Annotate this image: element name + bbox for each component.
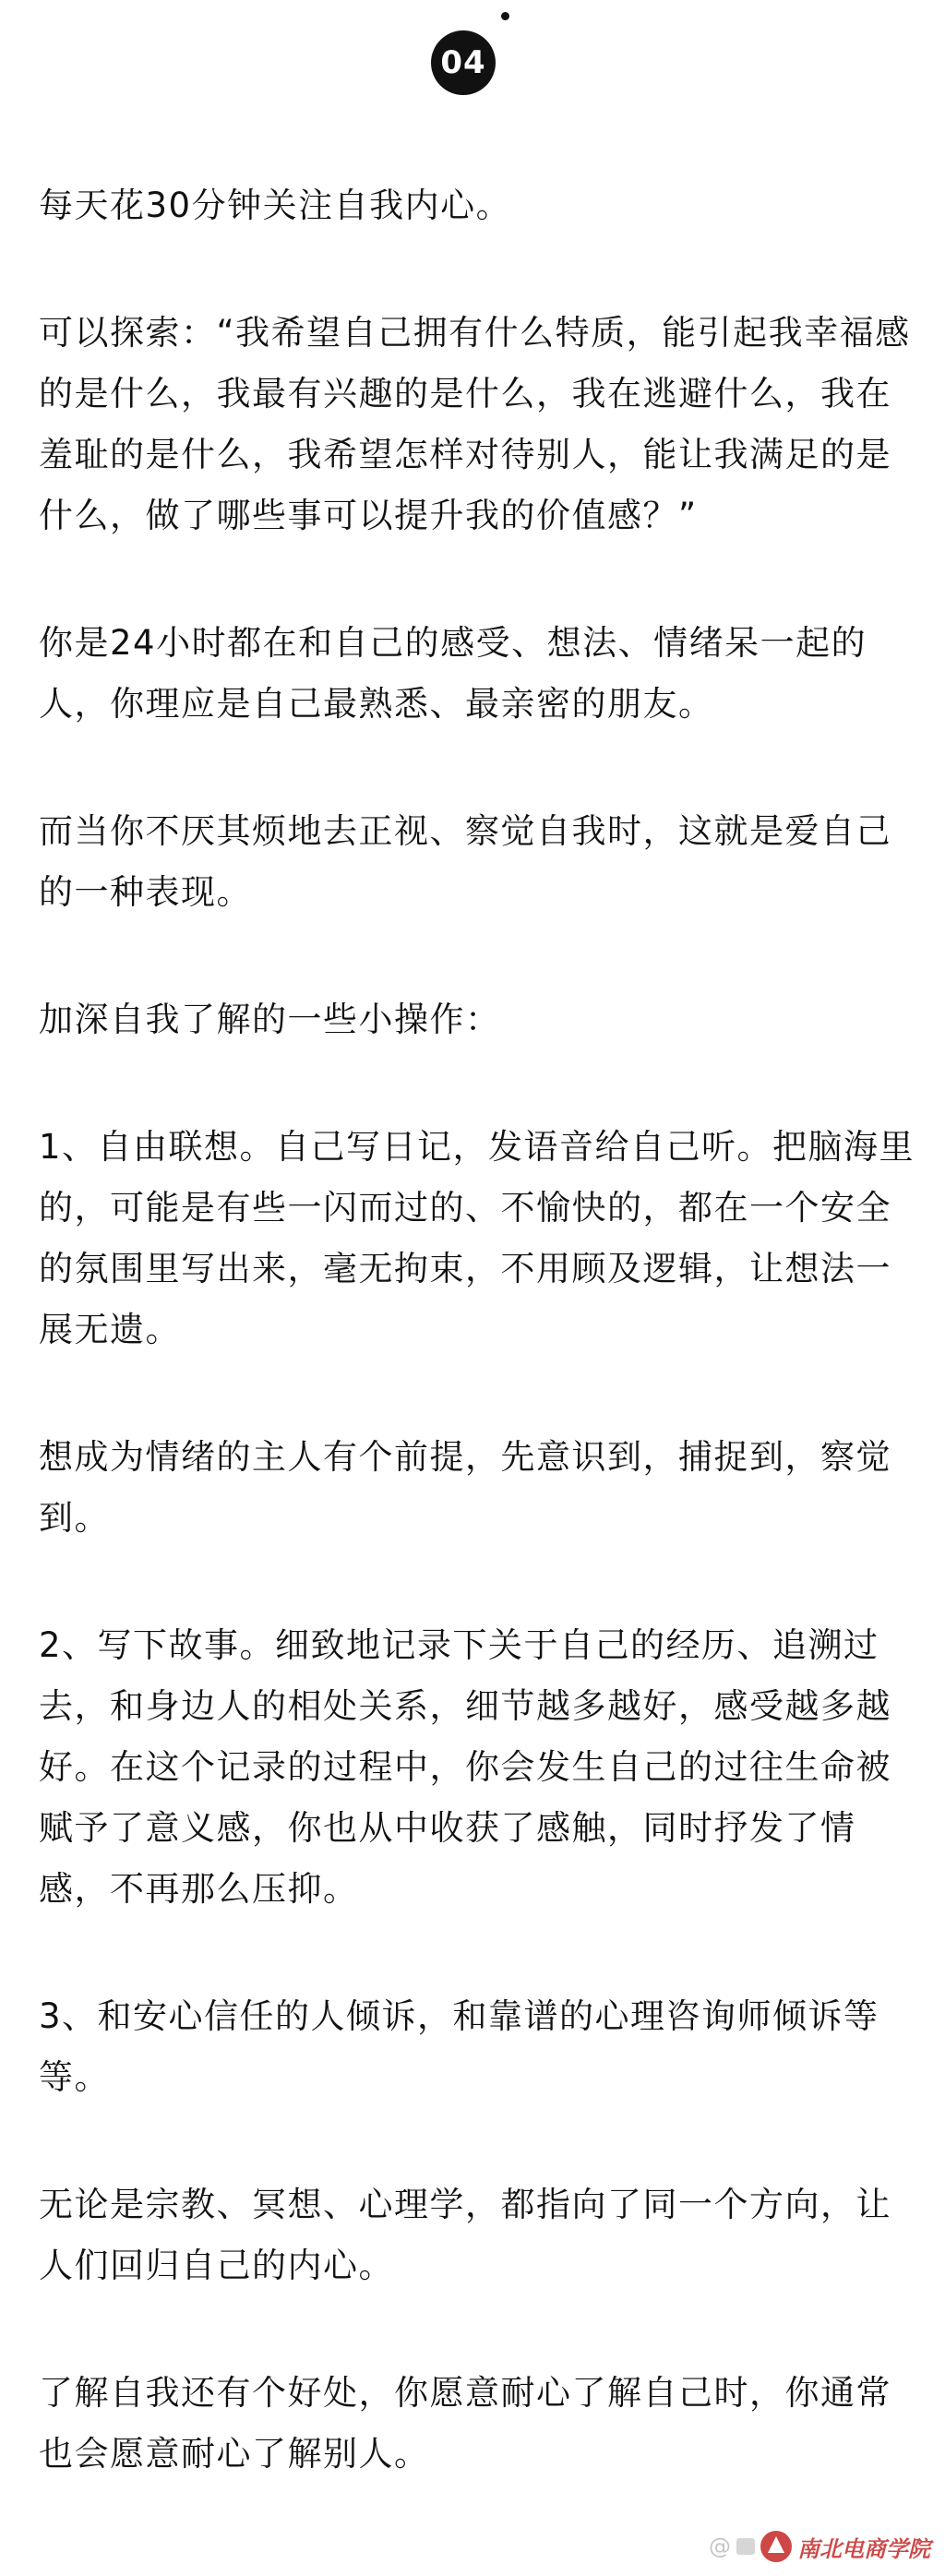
paragraph-4: 而当你不厌其烦地去正视、察觉自我时，这就是爱自己的一种表现。 bbox=[39, 811, 891, 912]
paragraph-9: 3、和安心信任的人倾诉，和靠谱的心理咨询师倾诉等等。 bbox=[39, 1996, 879, 2097]
watermark-at: @ bbox=[709, 2534, 731, 2559]
paragraph-5: 加深自我了解的一些小操作： bbox=[39, 1000, 501, 1039]
article-body bbox=[39, 175, 920, 2551]
watermark-blur-icon bbox=[736, 2538, 755, 2555]
paragraph-11: 了解自我还有个好处，你愿意耐心了解自己时，你通常也会愿意耐心了解别人。 bbox=[39, 2373, 891, 2474]
section-number-badge: 04 bbox=[431, 30, 496, 95]
watermark bbox=[709, 2526, 930, 2567]
paragraph-2: 可以探索：“我希望自己拥有什么特质，能引起我幸福感的是什么，我最有兴趣的是什么，我在逃避什么，我在羞耻的是什么，我希望怎样对待别人，能让我满足的是什么，做了哪些事可以提升我的价值感？” bbox=[39, 313, 911, 535]
paragraph-7: 想成为情绪的主人有个前提，先意识到，捕捉到，察觉到。 bbox=[39, 1437, 891, 1538]
paragraph-8: 2、写下故事。细致地记录下关于自己的经历、追溯过去，和身边人的相处关系，细节越多越好，感受越多越好。在这个记录的过程中，你会发生自己的过往生命被赋予了意义感，你也从中收获了感触，同时抒发了情感，不再那么压抑。 bbox=[39, 1625, 891, 1909]
paragraph-10: 无论是宗教、冥想、心理学，都指向了同一个方向，让人们回归自己的内心。 bbox=[39, 2185, 891, 2285]
watermark-logo-text: 南北电商学院 bbox=[797, 2534, 930, 2562]
paragraph-6: 1、自由联想。自己写日记，发语音给自己听。把脑海里的，可能是有些一闪而过的、不愉快的，都在一个安全的氛围里写出来，毫无拘束，不用顾及逻辑，让想法一展无遗。 bbox=[39, 1127, 915, 1349]
paragraph-1: 每天花30分钟关注自我内心。 bbox=[39, 186, 512, 225]
watermark-logo-icon bbox=[760, 2531, 792, 2562]
paragraph-3: 你是24小时都在和自己的感受、想法、情绪呆一起的人，你理应是自己最熟悉、最亲密的朋友。 bbox=[39, 623, 867, 724]
badge-dot bbox=[501, 12, 509, 20]
